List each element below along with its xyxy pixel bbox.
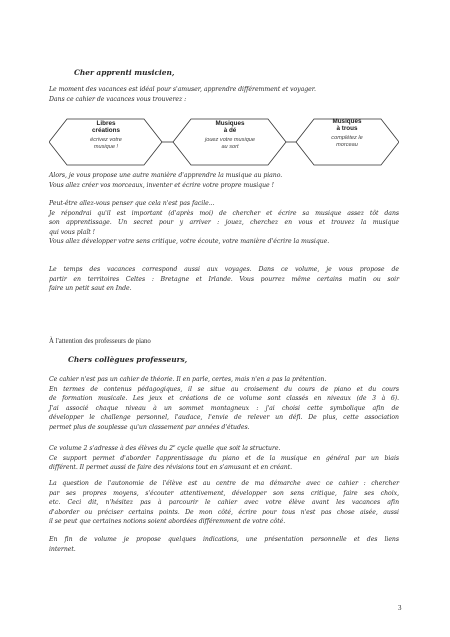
hexagon-label-1 [67,120,145,151]
hexagon-subtitle: écrivez votre [90,136,122,143]
page-number: 3 [398,604,402,612]
text-line: différent. Il permet aussi de faire des révisions tout en s'amusant et en créant. [49,464,293,472]
hexagon-title: à trous [336,125,358,133]
text-line: permet plus de souplesse qu'un classement par années d'études. [49,423,250,431]
text-line: Je répondrai qu'il est important (d'après moi) de chercher et écrire sa musique assez tôt dans [49,209,399,217]
greeting-teachers: Chers collègues professeurs, [68,355,188,364]
text-line: En fin de volume je propose quelques indications, une présentation personnelle et des liens [49,536,399,543]
text-line: Alors, je vous propose une autre manière d'apprendre la musique au piano. [49,172,283,179]
text-line: Ce support permet d'aborder l'apprentissage du piano et de la musique en général par un biais [49,454,399,462]
hexagon-subtitle: musique ! [93,143,119,150]
text-line: par ses propres moyens, s'écouter attentivement, développer son sens critique, faire ses choix, [49,489,399,497]
text-line: Peut-être allez-vous penser que cela n'est pas facile... [49,200,215,207]
text-line: faire un petit saut en Inde. [49,285,132,293]
text-line: son apprentissage. Un secret pour y arriver : jouez, cherchez en vous et trouvez la musique [49,219,399,227]
hexagon-label-2 [191,120,269,151]
text-line: Le temps des vacances correspond aussi aux voyages. Dans ce volume, je vous propose de [49,266,399,273]
hexagon-title: créations [92,127,120,135]
text-line: il se peut que certaines notions soient abordées différemment de votre côté. [49,518,286,526]
teachers-heading: À l'attention des professeurs de piano [49,338,151,345]
greeting-students: Cher apprenti musicien, [74,68,175,77]
text-line: Vous allez développer votre sens critique, votre écoute, votre manière d'écrire la musique. [49,238,330,246]
intro-paragraph [49,85,399,104]
paragraph-theorie [49,375,399,433]
text-line: d'aborder ou préciser certains points. De mon côté, écrire pour tous n'est pas chose aisée, aussi [49,508,399,516]
hexagon-subtitle: complétez le [331,134,363,141]
text-line: La question de l'autonomie de l'élève est au centre de ma démarche avec ce cahier : chercher [49,480,399,487]
text-line: Ce cahier n'est pas un cahier de théorie. Il en parle, certes, mais n'en a pas la prétention. [49,376,327,383]
text-line: Le moment des vacances est idéal pour s'amuser, apprendre différemment et voyager. [49,86,316,93]
text-line: qui vous plaît ! [49,228,95,236]
hexagon-subtitle: morceau [336,141,358,148]
paragraph-autonomie [49,479,399,527]
hexagon-title: Musiques [332,118,362,125]
paragraph-voyages [49,265,399,294]
text-line: Vous allez créer vos morceaux, inventer et écrire votre propre musique ! [49,181,274,189]
paragraph-fin-volume [49,535,399,554]
text-line: Dans ce cahier de vacances vous trouverez : [49,95,187,103]
hexagon-subtitle: au sort [221,143,239,150]
paragraph-volume-2 [49,441,399,473]
hexagon-subtitle: jouez votre musique [204,136,256,143]
text-line: partir en territoires Celtes : Bretagne et Irlande. Vous pourrez même certains matin ou soir [49,275,399,283]
text-line: internet. [49,545,76,553]
text-line: développer le challenge personnel, l'audace, l'envie de relever un défi. De plus, cette association [49,414,399,422]
text-line: J'ai associé chaque niveau à un sommet montagneux : j'ai choisi cette symbolique afin de [49,404,399,412]
hexagon-title: Libres [96,120,116,127]
text-line: etc. Ceci dit, n'hésitez pas à parcourir le cahier avec votre élève avant les vacances afin [49,499,399,507]
text-line: de formation musicale. Les jeux et créations de ce volume sont classés en niveaux (de 3 à 6). [49,395,399,403]
text-line: Ce volume 2 s'adresse à des élèves du 2e cycle quelle que soit la structure. [49,443,281,453]
hexagon-title: à dé [223,127,237,135]
hexagon-title: Musiques [215,120,245,127]
paragraph-peut-etre [49,199,399,247]
hexagon-label-3 [311,118,383,149]
text-line: En termes de contenus pédagogiques, il se situe au croisement du cours de piano et du cours [49,385,399,393]
paragraph-alors [49,171,399,190]
